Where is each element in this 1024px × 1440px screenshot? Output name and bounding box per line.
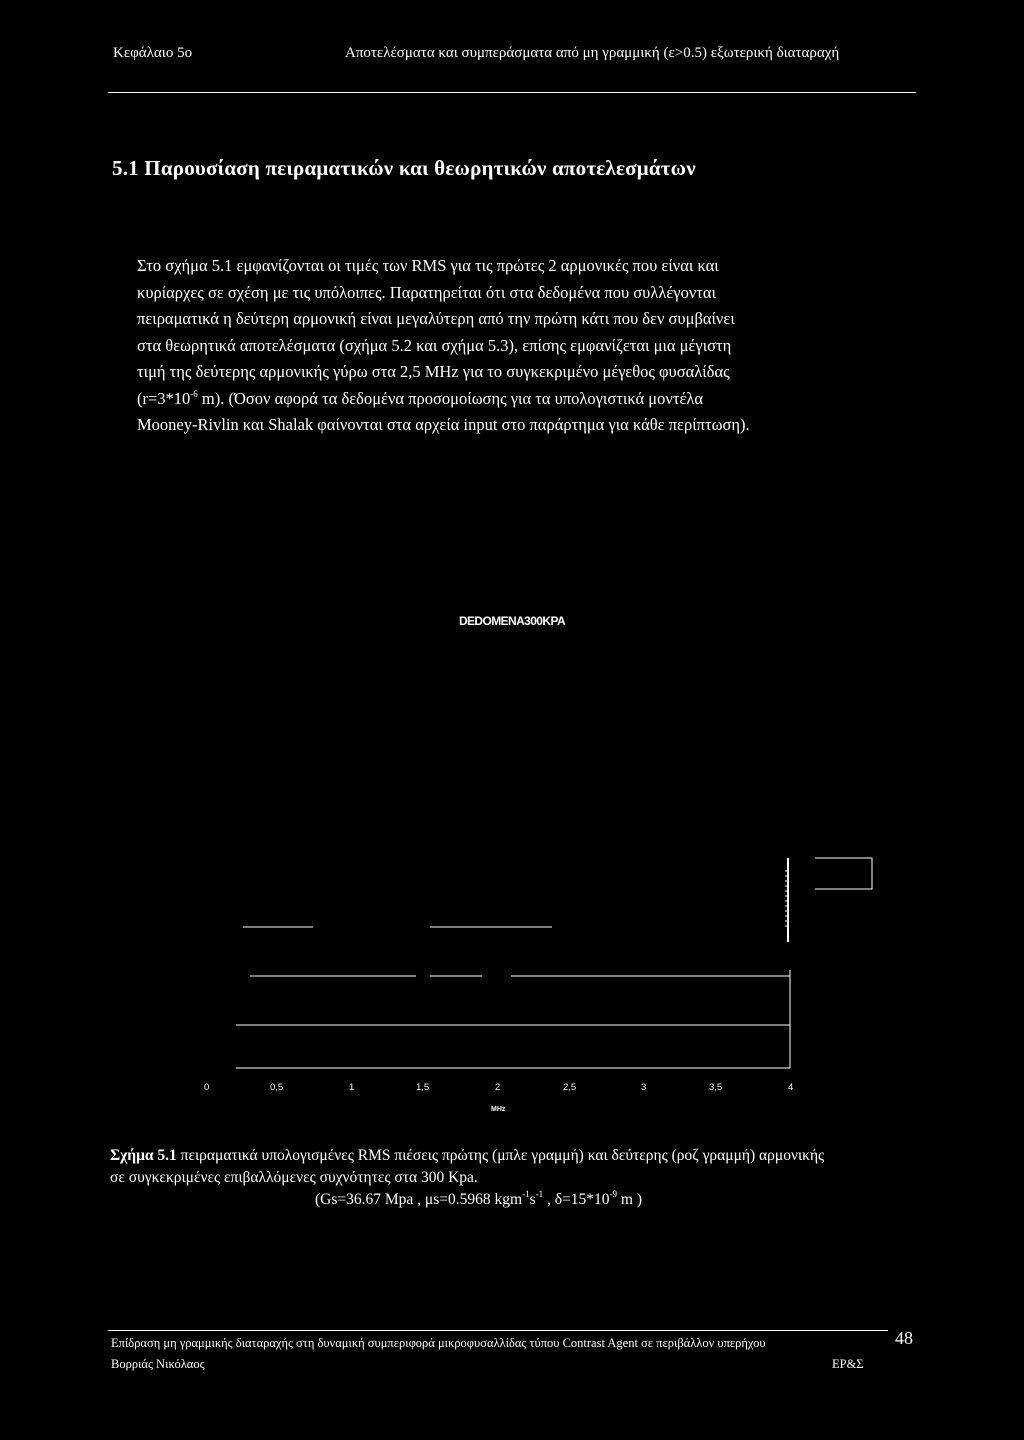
exponent: -6 — [190, 388, 198, 399]
caption-text: , δ=15*10 — [543, 1191, 610, 1208]
x-tick-label: 4 — [788, 1082, 794, 1093]
x-tick-label: 1 — [349, 1082, 355, 1093]
footer-thesis-title: Επίδραση μη γραμμικής διαταραχής στη δυναμική συμπεριφορά μικροφυσαλλίδας τύπου Contrast Agent σε περιβάλλον υπερήχου — [111, 1336, 766, 1350]
chart-title: DEDOMENA300KPA — [458, 614, 566, 628]
chart-plot-area — [236, 858, 872, 1068]
chart-legend-frame — [815, 858, 872, 889]
running-title: Αποτελέσματα και συμπεράσματα από μη γραμμική (ε>0.5) εξωτερική διαταραχή — [345, 45, 840, 61]
footer-divider — [108, 1330, 888, 1331]
page-number: 48 — [895, 1328, 913, 1348]
x-tick-label: 0 — [204, 1082, 210, 1093]
x-axis-label: MHz — [491, 1106, 506, 1113]
x-tick-label: 0,5 — [270, 1082, 284, 1093]
caption-text: m ) — [617, 1191, 642, 1208]
paragraph-line: πειραματικά η δεύτερη αρμονική είναι μεγαλύτερη από την πρώτη κάτι που δεν συμβαίνει — [137, 309, 735, 328]
paragraph-line: Στο σχήμα 5.1 εμφανίζονται οι τιμές των RMS για τις πρώτες 2 αρμονικές που είναι και — [137, 256, 719, 275]
chapter-label: Κεφάλαιο 5ο — [113, 45, 193, 61]
section-title: 5.1 Παρουσίαση πειραματικών και θεωρητικών αποτελεσμάτων — [112, 156, 696, 180]
caption-line — [110, 1145, 930, 1167]
x-tick-label: 2,5 — [563, 1082, 577, 1093]
x-tick-label: 1,5 — [416, 1082, 430, 1093]
footer-department: ΕΡ&Σ — [832, 1357, 864, 1371]
exponent: -1 — [535, 1189, 544, 1199]
figure-caption — [110, 1145, 930, 1211]
paragraph-line: τιμή της δεύτερης αρμονικής γύρω στα 2,5 MHz για το συγκεκριμένο μέγεθος φυσαλίδας — [137, 362, 730, 381]
exponent: -9 — [609, 1189, 618, 1199]
caption-line: σε συγκεκριμένες επιβαλλόμενες συχνότητες στα 300 Kpa. — [110, 1169, 478, 1186]
x-tick-label: 3 — [641, 1082, 647, 1093]
paragraph-text: (r=3*10 — [137, 388, 191, 408]
paragraph-line: κυρίαρχες σε σχέση με τις υπόλοιπες. Παρατηρείται ότι στα δεδομένα που συλλέγονται — [137, 282, 716, 302]
paragraph-text: m). (Όσον αφορά τα δεδομένα προσομοίωσης για τα υπολογιστικά μοντέλα — [197, 388, 704, 408]
footer-author: Βορριάς Νικόλαος — [111, 1357, 205, 1371]
caption-label: Σχήμα 5.1 — [110, 1147, 177, 1164]
exponent: -1 — [522, 1189, 530, 1199]
caption-text: (Gs=36.67 Mpa , μs=0.5968 kgm — [315, 1191, 523, 1208]
caption-parameters — [110, 1189, 930, 1211]
caption-text: πειραματικά υπολογισμένες RMS πιέσεις πρώτης (μπλε γραμμή) και δεύτερης (ροζ γραμμή) αρμονικής — [176, 1147, 825, 1164]
x-tick-label: 3,5 — [709, 1082, 723, 1093]
paragraph-line: στα θεωρητικά αποτελέσματα (σχήμα 5.2 και σχήμα 5.3), επίσης εμφανίζεται μια μέγιστη — [137, 335, 732, 355]
x-axis-ticks — [204, 1082, 793, 1113]
caption-text: s — [529, 1191, 536, 1208]
x-tick-label: 2 — [495, 1082, 501, 1093]
paragraph-line: Mooney-Rivlin και Shalak φαίνονται στα αρχεία input στο παράρτημα για κάθε περίπτωση). — [137, 415, 750, 434]
